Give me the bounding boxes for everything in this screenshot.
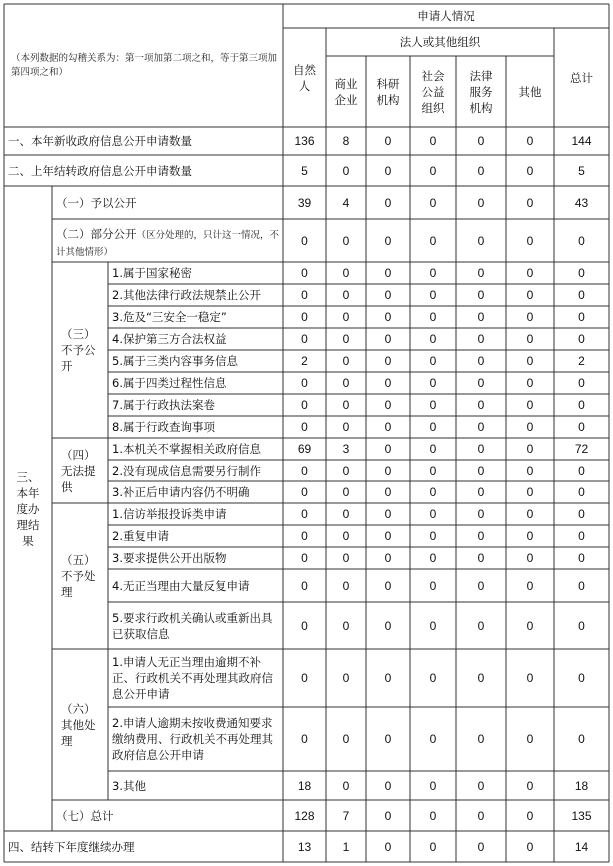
other-processing-item-1-value-4: 0 (429, 671, 437, 685)
unable-to-provide-item-3-value-7: 0 (578, 485, 585, 499)
row-partially-disclosed-value-4: 0 (429, 233, 437, 248)
row-partially-disclosed-value-5: 0 (477, 233, 485, 248)
not-disclosed-item-8-value-6: 0 (526, 420, 534, 434)
row-carried-over-value-1: 5 (301, 163, 308, 178)
row-carry-forward-value-7: 14 (574, 839, 589, 854)
not-disclosed-item-6-value-2: 0 (342, 376, 350, 390)
not-disclosed-item-6-label: 6.属于四类过程性信息 (112, 376, 227, 390)
not-disclosed-item-6-value-5: 0 (477, 376, 485, 390)
not-disclosed-item-7-value-3: 0 (384, 398, 392, 412)
row-disclosed-value-7: 43 (574, 195, 589, 210)
not-disclosed-item-8-label: 8.属于行政查询事项 (112, 420, 215, 434)
not-processed-item-4-value-5: 0 (477, 578, 485, 593)
col-other: 其他 (518, 84, 542, 99)
row-result-total-value-1: 128 (294, 808, 315, 823)
not-disclosed-item-6-value-6: 0 (526, 376, 534, 390)
not-processed-item-2-label: 2.重复申请 (112, 529, 169, 543)
not-disclosed-group-label: （三）不予公开 (61, 327, 96, 373)
not-processed-item-2-value-6: 0 (526, 529, 534, 543)
not-disclosed-item-3-value-2: 0 (342, 310, 350, 324)
unable-to-provide-item-3-value-5: 0 (477, 485, 485, 499)
other-processing-item-2-value-5: 0 (477, 732, 485, 746)
row-result-total-label: （七）总计 (56, 808, 114, 823)
other-processing-item-1-value-1: 0 (301, 671, 308, 685)
row-result-total-value-5: 0 (477, 808, 485, 823)
other-processing-item-3-value-1: 18 (297, 778, 312, 793)
row-carried-over-value-3: 0 (384, 163, 392, 178)
not-processed-item-4-value-4: 0 (429, 578, 437, 593)
other-processing-item-2-value-3: 0 (384, 732, 392, 746)
not-processed-item-4-value-1: 0 (301, 578, 308, 593)
row-disclosed-value-4: 0 (429, 195, 437, 210)
not-disclosed-item-4-value-6: 0 (526, 332, 534, 346)
not-disclosed-item-2-value-5: 0 (477, 288, 485, 302)
not-disclosed-item-2-value-7: 0 (578, 288, 585, 302)
unable-to-provide-item-2-value-4: 0 (429, 463, 437, 478)
not-processed-item-5-value-2: 0 (342, 618, 350, 633)
not-disclosed-item-5-label: 5.属于三类内容事务信息 (112, 354, 238, 368)
col-total: 总计 (570, 70, 593, 85)
not-processed-item-5-value-4: 0 (429, 618, 437, 633)
section-3-label: 三、本年度办理结果 (16, 469, 40, 548)
row-new-applications-value-2: 8 (342, 134, 350, 148)
unable-to-provide-item-2-value-3: 0 (384, 463, 392, 478)
not-disclosed-item-1-value-2: 0 (342, 266, 350, 280)
not-disclosed-item-3-label: 3.危及“三安全一稳定” (112, 310, 227, 324)
col-research: 科研机构 (376, 76, 400, 107)
legal-person-group-header: 法人或其他组织 (399, 35, 481, 49)
not-disclosed-item-6-value-7: 0 (578, 376, 585, 390)
not-disclosed-item-1-value-7: 0 (578, 266, 585, 280)
other-processing-item-3-value-7: 18 (574, 778, 589, 793)
row-carried-over-value-6: 0 (526, 163, 534, 178)
other-processing-item-3-value-2: 0 (342, 778, 350, 793)
not-processed-item-5-value-7: 0 (578, 618, 585, 633)
row-new-applications-value-4: 0 (429, 134, 437, 148)
col-public-welfare: 社会公益组织 (421, 68, 445, 115)
col-natural-person: 自然人 (293, 62, 316, 93)
not-disclosed-item-7-value-4: 0 (429, 398, 437, 412)
not-disclosed-item-7-value-2: 0 (342, 398, 350, 412)
row-carried-over-value-5: 0 (477, 163, 485, 178)
not-disclosed-item-2-value-3: 0 (384, 288, 392, 302)
not-disclosed-item-1-value-5: 0 (477, 266, 485, 280)
not-processed-item-1-value-1: 0 (301, 507, 308, 521)
row-partially-disclosed-value-7: 0 (578, 233, 585, 248)
not-processed-item-3-value-4: 0 (429, 551, 437, 565)
not-processed-item-4-value-6: 0 (526, 578, 534, 593)
not-disclosed-item-1-value-4: 0 (429, 266, 437, 280)
unable-to-provide-item-3-value-4: 0 (429, 485, 437, 499)
row-carry-forward-value-1: 13 (297, 839, 312, 854)
not-disclosed-item-3-value-3: 0 (384, 310, 392, 324)
partially-disclosed-note: （区分处理的，只计这一情况，不计其他情形） (56, 230, 280, 258)
row-new-applications-value-5: 0 (477, 134, 485, 148)
not-disclosed-item-2-value-6: 0 (526, 288, 534, 302)
not-processed-item-3-label: 3.要求提供公开出版物 (112, 551, 227, 565)
row-partially-disclosed-value-3: 0 (384, 233, 392, 248)
other-processing-item-1-value-5: 0 (477, 671, 485, 685)
unable-to-provide-item-2-value-6: 0 (526, 463, 534, 478)
row-result-total-value-3: 0 (384, 808, 392, 823)
not-processed-item-1-value-7: 0 (578, 507, 585, 521)
row-carry-forward-value-5: 0 (477, 839, 485, 854)
not-disclosed-item-2-value-1: 0 (301, 288, 308, 302)
not-processed-item-4-value-7: 0 (578, 578, 585, 593)
row-carry-forward-label: 四、结转下年度继续办理 (8, 839, 135, 854)
row-disclosed-value-1: 39 (297, 195, 312, 210)
row-partially-disclosed-label (53, 219, 282, 262)
not-disclosed-item-7-value-5: 0 (477, 398, 485, 412)
not-disclosed-item-8-value-4: 0 (429, 420, 437, 434)
not-disclosed-item-1-label: 1.属于国家秘密 (112, 266, 192, 280)
unable-to-provide-item-2-label: 2.没有现成信息需要另行制作 (112, 463, 261, 478)
other-processing-item-2-value-1: 0 (301, 732, 308, 746)
other-processing-item-1-value-6: 0 (526, 671, 534, 685)
not-disclosed-item-6-value-4: 0 (429, 376, 437, 390)
unable-to-provide-item-3-value-1: 0 (301, 485, 308, 499)
not-processed-item-3-value-1: 0 (301, 551, 308, 565)
not-processed-item-5-value-6: 0 (526, 618, 534, 633)
row-carry-forward-value-4: 0 (429, 839, 437, 854)
not-disclosed-item-3-value-4: 0 (429, 310, 437, 324)
not-disclosed-item-4-value-2: 0 (342, 332, 350, 346)
row-disclosed-value-6: 0 (526, 195, 534, 210)
not-processed-item-1-value-4: 0 (429, 507, 437, 521)
unable-to-provide-item-2-value-1: 0 (301, 463, 308, 478)
not-disclosed-item-5-value-5: 0 (477, 354, 485, 368)
not-processed-item-4-label: 4.无正当理由大量反复申请 (112, 578, 250, 593)
not-processed-item-3-value-5: 0 (477, 551, 485, 565)
not-disclosed-item-4-label: 4.保护第三方合法权益 (112, 332, 227, 346)
not-disclosed-item-2-value-2: 0 (342, 288, 350, 302)
row-new-applications-value-7: 144 (571, 134, 592, 148)
row-new-applications-value-6: 0 (526, 134, 534, 148)
not-processed-group-label: （五）不予处理 (61, 553, 96, 599)
row-carried-over-value-4: 0 (429, 163, 437, 178)
unable-to-provide-item-2-value-5: 0 (477, 463, 485, 478)
unable-to-provide-item-3-value-6: 0 (526, 485, 534, 499)
other-processing-item-2-value-2: 0 (342, 732, 350, 746)
not-processed-item-1-value-3: 0 (384, 507, 392, 521)
not-processed-item-2-value-1: 0 (301, 529, 308, 543)
row-result-total-value-4: 0 (429, 808, 437, 823)
other-processing-item-3-value-5: 0 (477, 778, 485, 793)
not-disclosed-item-5-value-1: 2 (301, 354, 308, 368)
not-disclosed-item-4-value-7: 0 (578, 332, 585, 346)
row-disclosed-value-3: 0 (384, 195, 392, 210)
row-partially-disclosed-value-6: 0 (526, 233, 534, 248)
unable-to-provide-item-1-value-1: 69 (297, 442, 312, 456)
not-disclosed-item-1-value-1: 0 (301, 266, 308, 280)
not-processed-item-1-value-6: 0 (526, 507, 534, 521)
row-new-applications-value-1: 136 (294, 134, 315, 148)
not-processed-item-3-value-2: 0 (342, 551, 350, 565)
not-disclosed-item-1-value-3: 0 (384, 266, 392, 280)
row-carry-forward-value-3: 0 (384, 839, 392, 854)
unable-to-provide-item-2-value-7: 0 (578, 463, 585, 478)
not-processed-item-3-value-6: 0 (526, 551, 534, 565)
not-disclosed-item-2-label: 2.其他法律行政法规禁止公开 (112, 288, 261, 302)
not-disclosed-item-8-value-1: 0 (301, 420, 308, 434)
not-disclosed-item-6-value-1: 0 (301, 376, 308, 390)
not-disclosed-item-7-value-6: 0 (526, 398, 534, 412)
row-carried-over-value-2: 0 (342, 163, 350, 178)
not-processed-item-2-value-7: 0 (578, 529, 585, 543)
other-processing-item-3-label: 3.其他 (112, 778, 146, 793)
row-carried-over-label: 二、上年结转政府信息公开申请数量 (8, 163, 192, 178)
other-processing-item-2-value-4: 0 (429, 732, 437, 746)
unable-to-provide-item-2-value-2: 0 (342, 463, 350, 478)
not-disclosed-item-5-value-7: 2 (578, 354, 585, 368)
unable-to-provide-item-1-value-5: 0 (477, 442, 485, 456)
unable-to-provide-item-1-value-2: 3 (342, 442, 350, 456)
not-disclosed-item-8-value-3: 0 (384, 420, 392, 434)
not-processed-item-2-value-4: 0 (429, 529, 437, 543)
other-processing-item-3-value-4: 0 (429, 778, 437, 793)
unable-to-provide-item-1-value-3: 0 (384, 442, 392, 456)
other-processing-item-3-value-3: 0 (384, 778, 392, 793)
row-result-total-value-6: 0 (526, 808, 534, 823)
not-processed-item-2-value-2: 0 (342, 529, 350, 543)
not-disclosed-item-4-value-3: 0 (384, 332, 392, 346)
unable-to-provide-item-1-value-4: 0 (429, 442, 437, 456)
unable-to-provide-item-3-label: 3.补正后申请内容仍不明确 (112, 485, 250, 499)
not-processed-item-1-label: 1.信访举报投诉类申请 (112, 507, 227, 521)
unable-to-provide-item-1-value-7: 72 (574, 442, 589, 456)
applicant-status-header: 申请人情况 (417, 9, 475, 23)
other-processing-item-2-value-7: 0 (578, 732, 585, 746)
not-disclosed-item-4-value-4: 0 (429, 332, 437, 346)
not-disclosed-item-5-value-2: 0 (342, 354, 350, 368)
row-new-applications-label: 一、本年新收政府信息公开申请数量 (8, 134, 192, 148)
unable-to-provide-group-label: （四）无法提供 (61, 447, 96, 494)
other-processing-item-2-label: 2.申请人逾期未按收费通知要求缴纳费用、行政机关不再处理其政府信息公开申请 (112, 716, 273, 762)
not-processed-item-3-value-3: 0 (384, 551, 392, 565)
unable-to-provide-item-3-value-2: 0 (342, 485, 350, 499)
not-disclosed-item-3-value-6: 0 (526, 310, 534, 324)
row-result-total-value-2: 7 (342, 808, 350, 823)
col-commercial: 商业企业 (334, 76, 358, 107)
not-disclosed-item-4-value-5: 0 (477, 332, 485, 346)
row-result-total-value-7: 135 (571, 808, 592, 823)
not-disclosed-item-7-value-7: 0 (578, 398, 585, 412)
row-disclosed-value-2: 4 (342, 195, 350, 210)
col-legal-service: 法律服务机构 (469, 68, 493, 115)
not-disclosed-item-3-value-5: 0 (477, 310, 485, 324)
other-processing-item-3-value-6: 0 (526, 778, 534, 793)
not-processed-item-2-value-5: 0 (477, 529, 485, 543)
row-new-applications-value-3: 0 (384, 134, 392, 148)
row-carry-forward-value-6: 0 (526, 839, 534, 854)
not-disclosed-item-5-value-3: 0 (384, 354, 392, 368)
other-processing-item-1-value-2: 0 (342, 671, 350, 685)
not-disclosed-item-8-value-2: 0 (342, 420, 350, 434)
not-disclosed-item-4-value-1: 0 (301, 332, 308, 346)
not-processed-item-4-value-3: 0 (384, 578, 392, 593)
unable-to-provide-item-3-value-3: 0 (384, 485, 392, 499)
other-processing-item-2-value-6: 0 (526, 732, 534, 746)
not-processed-item-3-value-7: 0 (578, 551, 585, 565)
not-processed-item-2-value-3: 0 (384, 529, 392, 543)
not-processed-item-5-value-1: 0 (301, 618, 308, 633)
not-disclosed-item-7-value-1: 0 (301, 398, 308, 412)
not-processed-item-1-value-5: 0 (477, 507, 485, 521)
not-disclosed-item-1-value-6: 0 (526, 266, 534, 280)
other-processing-item-1-label: 1.申请人无正当理由逾期不补正、行政机关不再处理其政府信息公开申请 (112, 655, 273, 701)
other-processing-item-1-value-7: 0 (578, 671, 585, 685)
row-partially-disclosed-value-2: 0 (342, 233, 350, 248)
not-processed-item-1-value-2: 0 (342, 507, 350, 521)
not-processed-item-5-value-5: 0 (477, 618, 485, 633)
other-processing-group-label: （六）其他处理 (61, 701, 96, 748)
not-processed-item-5-value-3: 0 (384, 618, 392, 633)
row-disclosed-value-5: 0 (477, 195, 485, 210)
not-disclosed-item-5-value-4: 0 (429, 354, 437, 368)
other-processing-item-1-value-3: 0 (384, 671, 392, 685)
not-disclosed-item-2-value-4: 0 (429, 288, 437, 302)
partially-disclosed-title: （二）部分公开 (56, 227, 137, 241)
not-disclosed-item-7-label: 7.属于行政执法案卷 (112, 398, 215, 412)
row-partially-disclosed-value-1: 0 (301, 233, 308, 248)
header-note: （本列数据的勾稽关系为：第一项加第二项之和，等于第三项加第四项之和） (11, 52, 278, 78)
not-processed-item-4-value-2: 0 (342, 578, 350, 593)
row-carried-over-value-7: 5 (578, 163, 585, 178)
not-processed-item-5-label: 5.要求行政机关确认或重新出具已获取信息 (112, 610, 273, 641)
not-disclosed-item-3-value-7: 0 (578, 310, 585, 324)
not-disclosed-item-3-value-1: 0 (301, 310, 308, 324)
not-disclosed-item-8-value-5: 0 (477, 420, 485, 434)
not-disclosed-item-8-value-7: 0 (578, 420, 585, 434)
unable-to-provide-item-1-value-6: 0 (526, 442, 534, 456)
not-disclosed-item-5-value-6: 0 (526, 354, 534, 368)
not-disclosed-item-6-value-3: 0 (384, 376, 392, 390)
row-disclosed-label: （一）予以公开 (56, 195, 137, 210)
row-carry-forward-value-2: 1 (342, 839, 350, 854)
unable-to-provide-item-1-label: 1.本机关不掌握相关政府信息 (112, 442, 261, 456)
